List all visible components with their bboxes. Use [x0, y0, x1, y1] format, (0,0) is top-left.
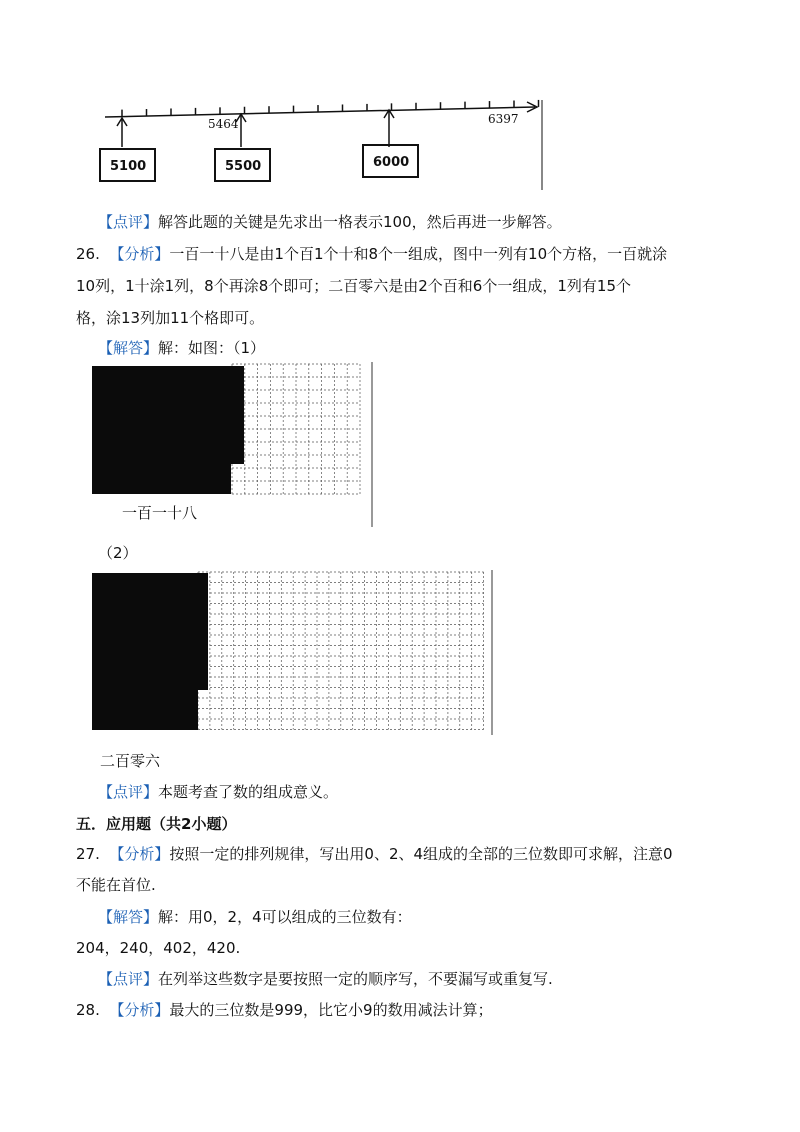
grid-figure-206 — [92, 570, 497, 735]
box-label-5500: 5500 — [225, 159, 262, 174]
q28-analysis-line1: 28. 【分析】最大的三位数是999，比它小9的数用减法计算； — [76, 1001, 493, 1019]
q27-answer: 【解答】解：用0，2，4可以组成的三位数有： — [98, 908, 412, 926]
number-line-figure — [95, 95, 555, 195]
comment-tag: 【点评】 — [98, 970, 159, 988]
fig1-caption: 一百一十八 — [122, 504, 198, 522]
analysis-tag: 【分析】 — [109, 245, 170, 263]
q26-analysis-line1: 26. 【分析】一百一十八是由1个百1个十和8个一组成，图中一列有10个方格，一百就涂 — [76, 245, 668, 263]
q26-answer: 【解答】解：如图：（1） — [98, 339, 266, 357]
q26-comment: 【点评】本题考查了数的组成意义。 — [98, 783, 339, 801]
comment-text: 解答此题的关键是先求出一格表示100，然后再进一步解答。 — [158, 213, 562, 231]
section-title: 五．应用题（共2小题） — [76, 815, 237, 833]
q27-analysis-line1: 27. 【分析】按照一定的排列规律，写出用0、2、4组成的全部的三位数即可求解，注意0 — [76, 845, 673, 863]
comment-tag: 【点评】 — [98, 213, 159, 231]
q26-analysis-line3: 格，涂13列加11个格即可。 — [76, 309, 265, 327]
q25-comment — [98, 212, 562, 232]
q27-analysis-line2: 不能在首位. — [76, 876, 156, 894]
answer-tag: 【解答】 — [98, 339, 159, 357]
box-label-5100: 5100 — [110, 159, 147, 174]
analysis-tag: 【分析】 — [109, 845, 170, 863]
question-number: 27. — [76, 845, 100, 863]
part2-label: （2） — [98, 544, 138, 562]
q27-comment: 【点评】在列举这些数字是要按照一定的顺序写，不要漏写或重复写. — [98, 970, 553, 988]
tick-label-5464: 5464 — [208, 117, 239, 131]
tick-label-6397: 6397 — [488, 112, 519, 126]
q26-analysis-line2: 10列，1十涂1列，8个再涂8个即可；二百零六是由2个百和6个一组成，1列有15个 — [76, 277, 631, 295]
fig2-caption: 二百零六 — [100, 752, 161, 770]
analysis-tag: 【分析】 — [109, 1001, 170, 1019]
question-number: 26. — [76, 245, 100, 263]
comment-tag: 【点评】 — [98, 783, 159, 801]
answer-tag: 【解答】 — [98, 908, 159, 926]
box-label-6000: 6000 — [373, 155, 410, 170]
question-number: 28. — [76, 1001, 100, 1019]
q27-answer-list: 204，240，402，420. — [76, 939, 241, 957]
